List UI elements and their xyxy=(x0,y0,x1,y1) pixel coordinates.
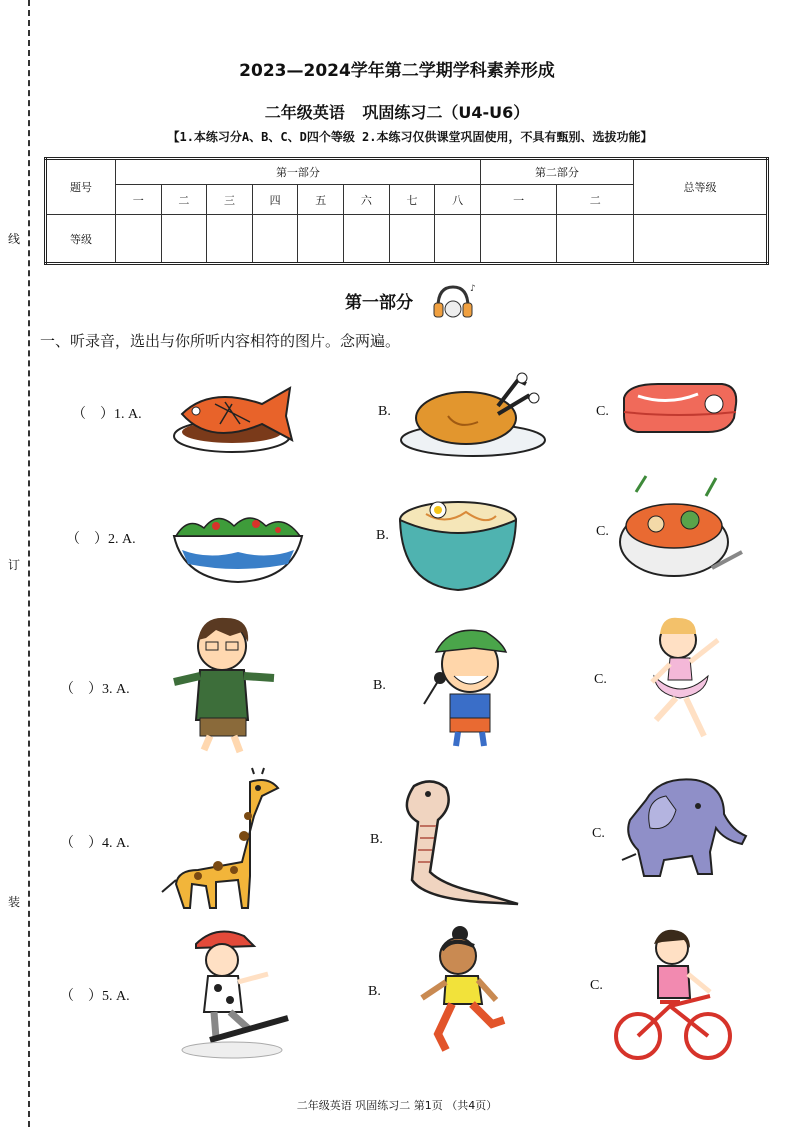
instruction: 一、听录音，选出与你所听内容相符的图片。念两遍。 xyxy=(40,332,401,350)
giraffe-image[interactable] xyxy=(158,766,298,912)
soup-image[interactable] xyxy=(616,472,746,592)
part1-item: 四 xyxy=(252,185,298,215)
jumping-boy-image[interactable] xyxy=(170,610,280,760)
skateboarding-girl-image[interactable] xyxy=(176,922,294,1062)
part1-item: 三 xyxy=(207,185,253,215)
part1-item: 五 xyxy=(298,185,344,215)
margin-char-ding: 订 xyxy=(8,558,21,572)
grade-cell[interactable] xyxy=(480,215,557,264)
total-grade-header: 总等级 xyxy=(634,159,768,215)
ballet-girl-image[interactable] xyxy=(638,610,728,750)
grade-cell[interactable] xyxy=(252,215,298,264)
question-4-option-b: B. xyxy=(370,832,383,847)
question-1-label: （ ）1. A. xyxy=(72,407,142,422)
subtitle-name: 巩固练习二（U4-U6） xyxy=(362,103,530,122)
question-5-option-b: B. xyxy=(368,984,381,999)
question-1-option-b: B. xyxy=(378,404,391,419)
part2-item: 二 xyxy=(557,185,634,215)
noodle-bowl-image[interactable] xyxy=(396,490,520,594)
margin-char-zhuang: 装 xyxy=(8,895,21,909)
grade-cell[interactable] xyxy=(207,215,253,264)
headphones-icon xyxy=(430,281,476,323)
part2-header: 第二部分 xyxy=(480,159,633,185)
fish-dish-image[interactable] xyxy=(170,374,300,456)
question-5-label: （ ）5. A. xyxy=(60,989,130,1004)
page-footer: 二年级英语 巩固练习二 第1页 （共4页） xyxy=(296,1099,498,1112)
section-title: 第一部分 xyxy=(345,293,413,313)
exam-subtitle xyxy=(0,100,794,123)
steak-image[interactable] xyxy=(618,378,742,438)
question-4-option-c: C. xyxy=(592,826,605,841)
grade-cell[interactable] xyxy=(116,215,162,264)
part1-item: 一 xyxy=(116,185,162,215)
grade-cell[interactable] xyxy=(161,215,207,264)
part2-item: 一 xyxy=(480,185,557,215)
part1-item: 六 xyxy=(344,185,390,215)
svg-text:♪: ♪ xyxy=(470,284,476,294)
question-4-label: （ ）4. A. xyxy=(60,836,130,851)
grade-cell[interactable] xyxy=(344,215,390,264)
singing-boy-image[interactable] xyxy=(410,618,530,748)
grade-cell[interactable] xyxy=(435,215,481,264)
question-3-option-b: B. xyxy=(373,678,386,693)
part1-item: 七 xyxy=(389,185,435,215)
exam-title: 2023—2024学年第二学期学科素养形成 xyxy=(239,61,555,81)
question-2-option-b: B. xyxy=(376,528,389,543)
row-label-number: 题号 xyxy=(46,159,116,215)
question-1-option-c: C. xyxy=(596,404,609,419)
question-2-option-c: C. xyxy=(596,524,609,539)
elephant-image[interactable] xyxy=(620,770,752,882)
total-grade-cell[interactable] xyxy=(634,215,768,264)
grade-cell[interactable] xyxy=(298,215,344,264)
subtitle-grade: 二年级英语 xyxy=(264,103,345,122)
cobra-image[interactable] xyxy=(384,776,524,912)
grade-cell[interactable] xyxy=(389,215,435,264)
roast-chicken-image[interactable] xyxy=(398,366,548,462)
question-5-option-c: C. xyxy=(590,978,603,993)
exam-note: 【1.本练习分A、B、C、D四个等级 2.本练习仅供课堂巩固使用，不具有甄别、选拔功能】 xyxy=(167,130,653,144)
question-2-label: （ ）2. A. xyxy=(66,532,136,547)
row-label-grade: 等级 xyxy=(46,215,116,264)
grade-cell[interactable] xyxy=(557,215,634,264)
question-3-label: （ ）3. A. xyxy=(60,682,130,697)
part1-item: 八 xyxy=(435,185,481,215)
binding-dashed-line xyxy=(28,0,30,1127)
running-girl-image[interactable] xyxy=(412,924,512,1056)
salad-image[interactable] xyxy=(168,506,308,586)
grade-table xyxy=(44,157,769,265)
margin-char-xian: 线 xyxy=(8,232,21,246)
question-3-option-c: C. xyxy=(594,672,607,687)
part1-item: 二 xyxy=(161,185,207,215)
part1-header: 第一部分 xyxy=(116,159,481,185)
cycling-girl-image[interactable] xyxy=(614,926,734,1062)
